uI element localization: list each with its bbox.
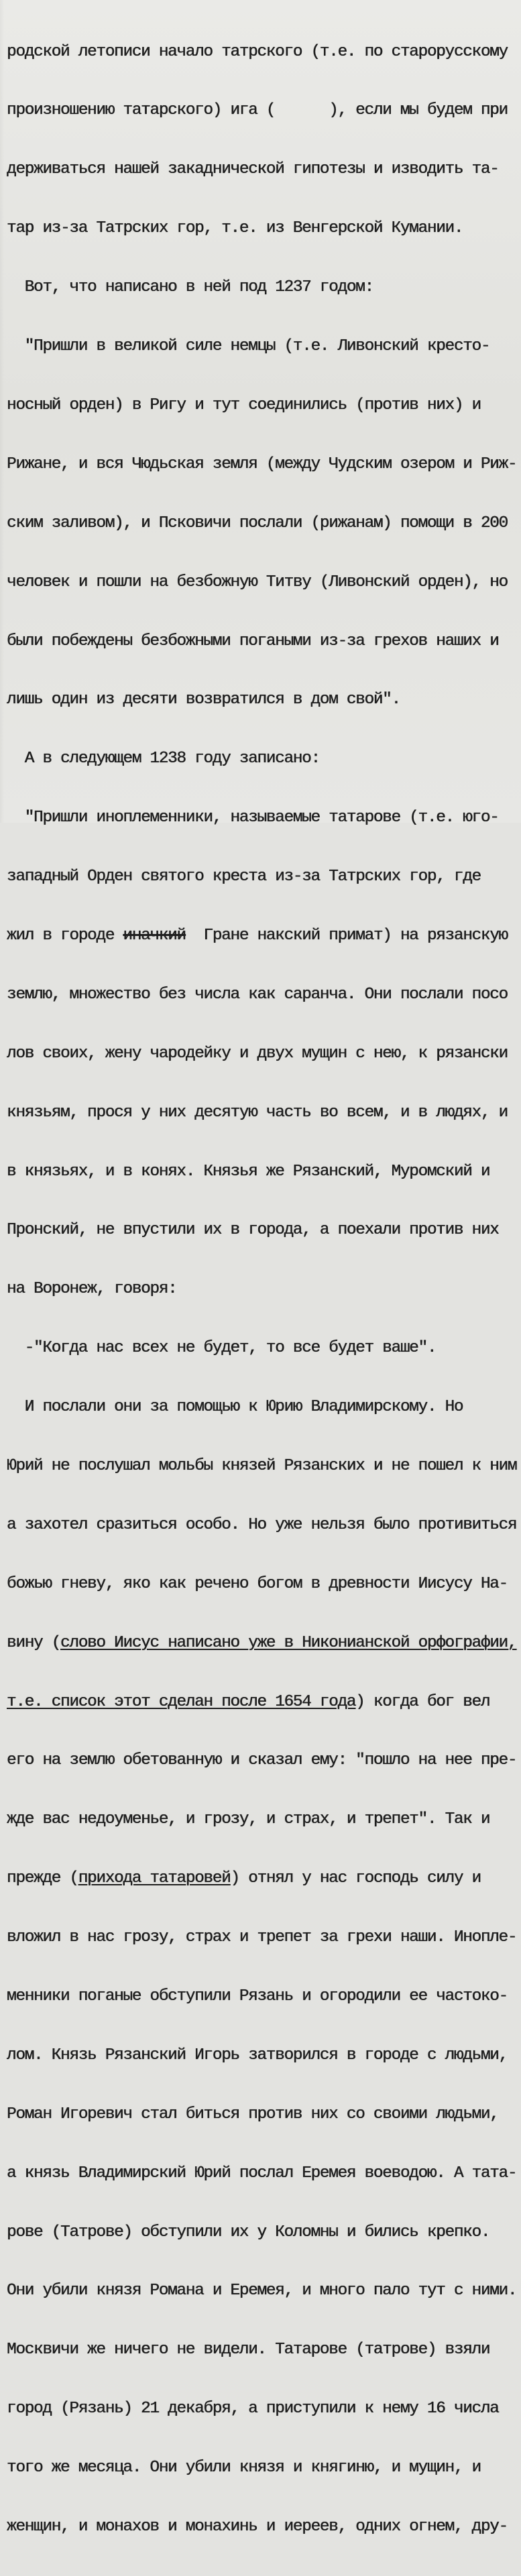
text-line: Они убили князя Романа и Еремея, и много пало тут с ними.: [7, 2282, 517, 2300]
text-line: лишь один из десяти возвратился в дом свой".: [7, 691, 400, 709]
text-segment: ), если мы будем при: [329, 101, 508, 120]
text-line: а князь Владимирский Юрий послал Еремея воеводою. А тата-: [7, 2164, 517, 2182]
text-line: в князьях, и в конях. Князья же Рязанский, Муромский и: [7, 1162, 490, 1181]
text-line: "Пришли иноплеменники, называемые татарове (т.е. юго-: [7, 809, 499, 827]
text-line: И послали они за помощью к Юрию Владимирскому. Но: [7, 1398, 463, 1417]
text-segment: жил в городе: [7, 926, 115, 945]
text-line: того же месяца. Они убили князя и княгиню, и мущин, и: [7, 2459, 481, 2477]
text-segment: произношению татарского) ига (: [7, 101, 276, 120]
text-segment: Гране накский примат) на рязанскую: [185, 926, 508, 945]
text-line: женщин, и монахов и монахинь и иереев, одних огнем, дру-: [7, 2518, 508, 2536]
text-line: князьям, прося у них десятую часть во всем, и в людях, и: [7, 1103, 508, 1122]
underlined-note: слово Иисус написано уже в Никонианской орфографии,: [60, 1633, 517, 1652]
text-line: Рижане, и вся Чюдьская земля (между Чудским озером и Риж-: [7, 455, 517, 473]
text-line: а захотел сразиться особо. Но уже нельзя было противиться: [7, 1515, 517, 1534]
text-line: "Пришли в великой силе немцы (т.е. Ливонский кресто-: [7, 337, 490, 356]
text-line: божью гневу, яко как речено богом в древности Иисусу На-: [7, 1574, 508, 1593]
page-text: [7, 3, 519, 2576]
text-line: город (Рязань) 21 декабря, а приступили к нему 16 числа: [7, 2400, 499, 2418]
text-line: западный Орден святого креста из-за Татрских гор, где: [7, 868, 481, 886]
text-line: [7, 1692, 519, 1712]
text-line: А в следующем 1238 году записано:: [7, 750, 320, 768]
text-line: Роман Игоревич стал биться против них со своими людьми,: [7, 2105, 499, 2123]
text-line: его на землю обетованную и сказал ему: "пошло на нее пре-: [7, 1751, 517, 1770]
text-line: тар из-за Татрских гор, т.е. из Венгерской Кумании.: [7, 219, 463, 238]
struck-word: иначкий: [123, 926, 186, 945]
text-line: Вот, что написано в ней под 1237 годом:: [7, 278, 373, 297]
text-line: [7, 1869, 519, 1888]
text-line: землю, множество без числа как саранча. Они послали посо: [7, 985, 508, 1004]
text-line: человек и пошли на безбожную Титву (Ливонский орден), но: [7, 573, 508, 591]
text-line: Москвичи же ничего не видели. Татарове (татрове) взяли: [7, 2341, 490, 2359]
text-line: [7, 1633, 519, 1653]
underlined-note: прихода татаровей: [78, 1869, 231, 1888]
text-line: Юрий не послушал мольбы князей Рязанских и не пошел к ним: [7, 1456, 517, 1475]
text-line: -"Когда нас всех не будет, то все будет ваше".: [7, 1339, 437, 1358]
text-segment: ) когда бог вел: [355, 1692, 490, 1711]
text-line: были побеждены безбожными погаными из-за грехов наших и: [7, 632, 499, 650]
text-line: на Воронеж, говоря:: [7, 1280, 177, 1299]
text-line: лом. Князь Рязанский Игорь затворился в городе с людьми,: [7, 2046, 508, 2064]
text-line: родской летописи начало татрского (т.е. по старорусскому: [7, 42, 508, 61]
text-segment: прежде (: [7, 1869, 78, 1888]
text-segment: вину (: [7, 1633, 61, 1652]
text-line: держиваться нашей закадничеcкой гипотезы и изводить та-: [7, 160, 499, 179]
text-line: [7, 101, 519, 120]
text-line: [7, 926, 519, 945]
text-line: носный орден) в Ригу и тут соединились (против них) и: [7, 396, 481, 414]
text-line: ским заливом), и Псковичи послали (рижанам) помощи в 200: [7, 514, 508, 532]
text-line: рове (Татрове) обступили их у Коломны и бились крепко.: [7, 2223, 490, 2241]
text-segment: ) отнял у нас господь силу и: [230, 1869, 481, 1888]
underlined-note: т.е. список этот сделан после 1654 года: [7, 1692, 356, 1711]
text-line: жде вас недоуменье, и грозу, и страх, и трепет". Так и: [7, 1810, 490, 1829]
text-line: лов своих, жену чародейку и двух мущин с нею, к рязански: [7, 1044, 508, 1063]
text-line: менники поганые обступили Рязань и огородили ее частоко-: [7, 1987, 508, 2005]
text-line: вложил в нас грозу, страх и трепет за грехи наши. Иноплe-: [7, 1928, 517, 1947]
text-line: Пронский, не впустили их в города, а поехали против них: [7, 1221, 499, 1240]
